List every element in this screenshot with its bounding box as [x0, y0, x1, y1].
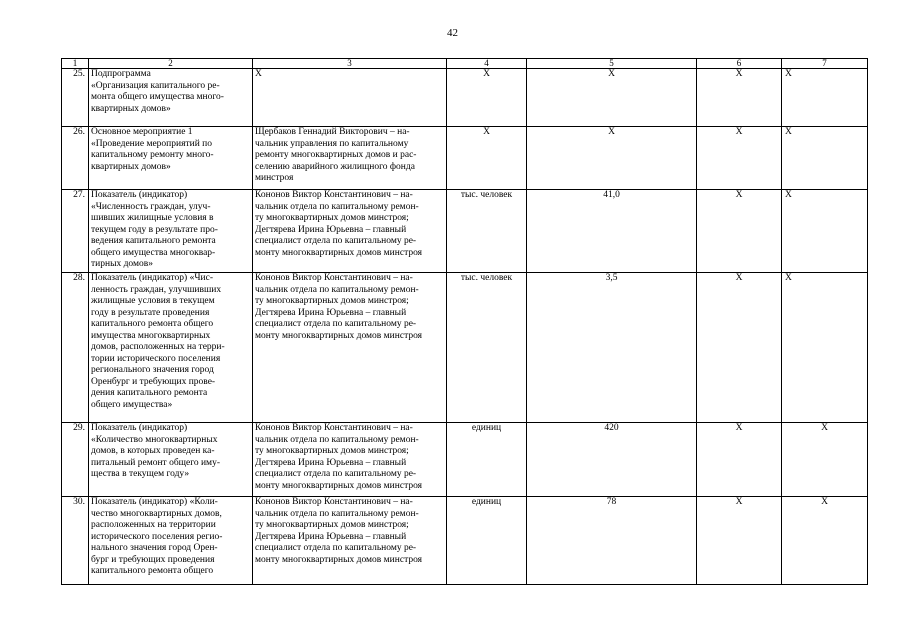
table-row	[62, 497, 868, 585]
row-number: 28.	[62, 273, 89, 423]
value-col7: Х	[782, 423, 868, 497]
header-cell: 4	[447, 59, 527, 69]
value-col7: Х	[782, 497, 868, 585]
responsible: Х	[253, 69, 447, 127]
value-col5: Х	[527, 127, 697, 190]
value-col5: 3,5	[527, 273, 697, 423]
indicators-table	[61, 58, 868, 585]
table-row	[62, 273, 868, 423]
responsible: Кононов Виктор Константинович – на- чальник отдела по капитальному ремон- ту многоквартирных домов минстроя; Дегтярева Ирина Юрьевна – главный специалист отдела по капитальному ре- монту многоквартирных домов минстроя	[253, 190, 447, 273]
item-name: Основное мероприятие 1 «Проведение мероприятий по капитальному ремонту много- квартирных домов»	[89, 127, 253, 190]
page-number: 42	[447, 27, 458, 39]
row-number: 27.	[62, 190, 89, 273]
responsible: Кононов Виктор Константинович – на- чальник отдела по капитальному ремон- ту многоквартирных домов минстроя; Дегтярева Ирина Юрьевна – главный специалист отдела по капитальному ре- монту многоквартирных домов минстроя	[253, 273, 447, 423]
item-name: Показатель (индикатор) «Чис- ленность граждан, улучшивших жилищные условия в текущем году в результате проведения капитального ремонта общего имущества многоквартирных домов, расположенных на терри- тории исторического поселения регионального значения город Оренбург и требующих прове- дения капитального ремонта общего имущества»	[89, 273, 253, 423]
value-col5: 420	[527, 423, 697, 497]
value-col5: 78	[527, 497, 697, 585]
row-number: 30.	[62, 497, 89, 585]
value-col7: Х	[782, 190, 868, 273]
item-name: Подпрограмма «Организация капитального ре- монта общего имущества много- квартирных домов»	[89, 69, 253, 127]
value-col6: Х	[697, 273, 782, 423]
table-row	[62, 190, 868, 273]
value-col5: 41,0	[527, 190, 697, 273]
table-header-row	[62, 59, 868, 69]
unit: единиц	[447, 497, 527, 585]
value-col6: Х	[697, 190, 782, 273]
item-name: Показатель (индикатор) «Количество многоквартирных домов, в которых проведен ка- питальный ремонт общего иму- щества в текущем году»	[89, 423, 253, 497]
responsible: Щербаков Геннадий Викторович – на- чальник управления по капитальному ремонту многоквартирных домов и рас- селению аварийного жилищного фонда минстроя	[253, 127, 447, 190]
unit: единиц	[447, 423, 527, 497]
header-cell: 5	[527, 59, 697, 69]
row-number: 29.	[62, 423, 89, 497]
header-cell: 1	[62, 59, 89, 69]
item-name: Показатель (индикатор) «Коли- чество многоквартирных домов, расположенных на территории исторического поселения регио- нального значения город Орен- бург и требующих проведения капитального ремонта общего	[89, 497, 253, 585]
value-col7: Х	[782, 273, 868, 423]
header-cell: 6	[697, 59, 782, 69]
table-row	[62, 127, 868, 190]
unit: Х	[447, 127, 527, 190]
table-row	[62, 69, 868, 127]
unit: тыс. человек	[447, 273, 527, 423]
item-name: Показатель (индикатор) «Численность граждан, улуч- шивших жилищные условия в текущем году в результате про- ведения капитального ремонта общего имущества многоквар- тирных домов»	[89, 190, 253, 273]
unit: Х	[447, 69, 527, 127]
responsible: Кононов Виктор Константинович – на- чальник отдела по капитальному ремон- ту многоквартирных домов минстроя; Дегтярева Ирина Юрьевна – главный специалист отдела по капитальному ре- монту многоквартирных домов минстроя	[253, 423, 447, 497]
value-col5: Х	[527, 69, 697, 127]
value-col6: Х	[697, 497, 782, 585]
unit: тыс. человек	[447, 190, 527, 273]
header-cell: 2	[89, 59, 253, 69]
responsible: Кононов Виктор Константинович – на- чальник отдела по капитальному ремон- ту многоквартирных домов минстроя; Дегтярева Ирина Юрьевна – главный специалист отдела по капитальному ре- монту многоквартирных домов минстроя	[253, 497, 447, 585]
value-col7: Х	[782, 69, 868, 127]
value-col7: Х	[782, 127, 868, 190]
row-number: 26.	[62, 127, 89, 190]
value-col6: Х	[697, 127, 782, 190]
value-col6: Х	[697, 69, 782, 127]
value-col6: Х	[697, 423, 782, 497]
header-cell: 7	[782, 59, 868, 69]
table-row	[62, 423, 868, 497]
row-number: 25.	[62, 69, 89, 127]
header-cell: 3	[253, 59, 447, 69]
